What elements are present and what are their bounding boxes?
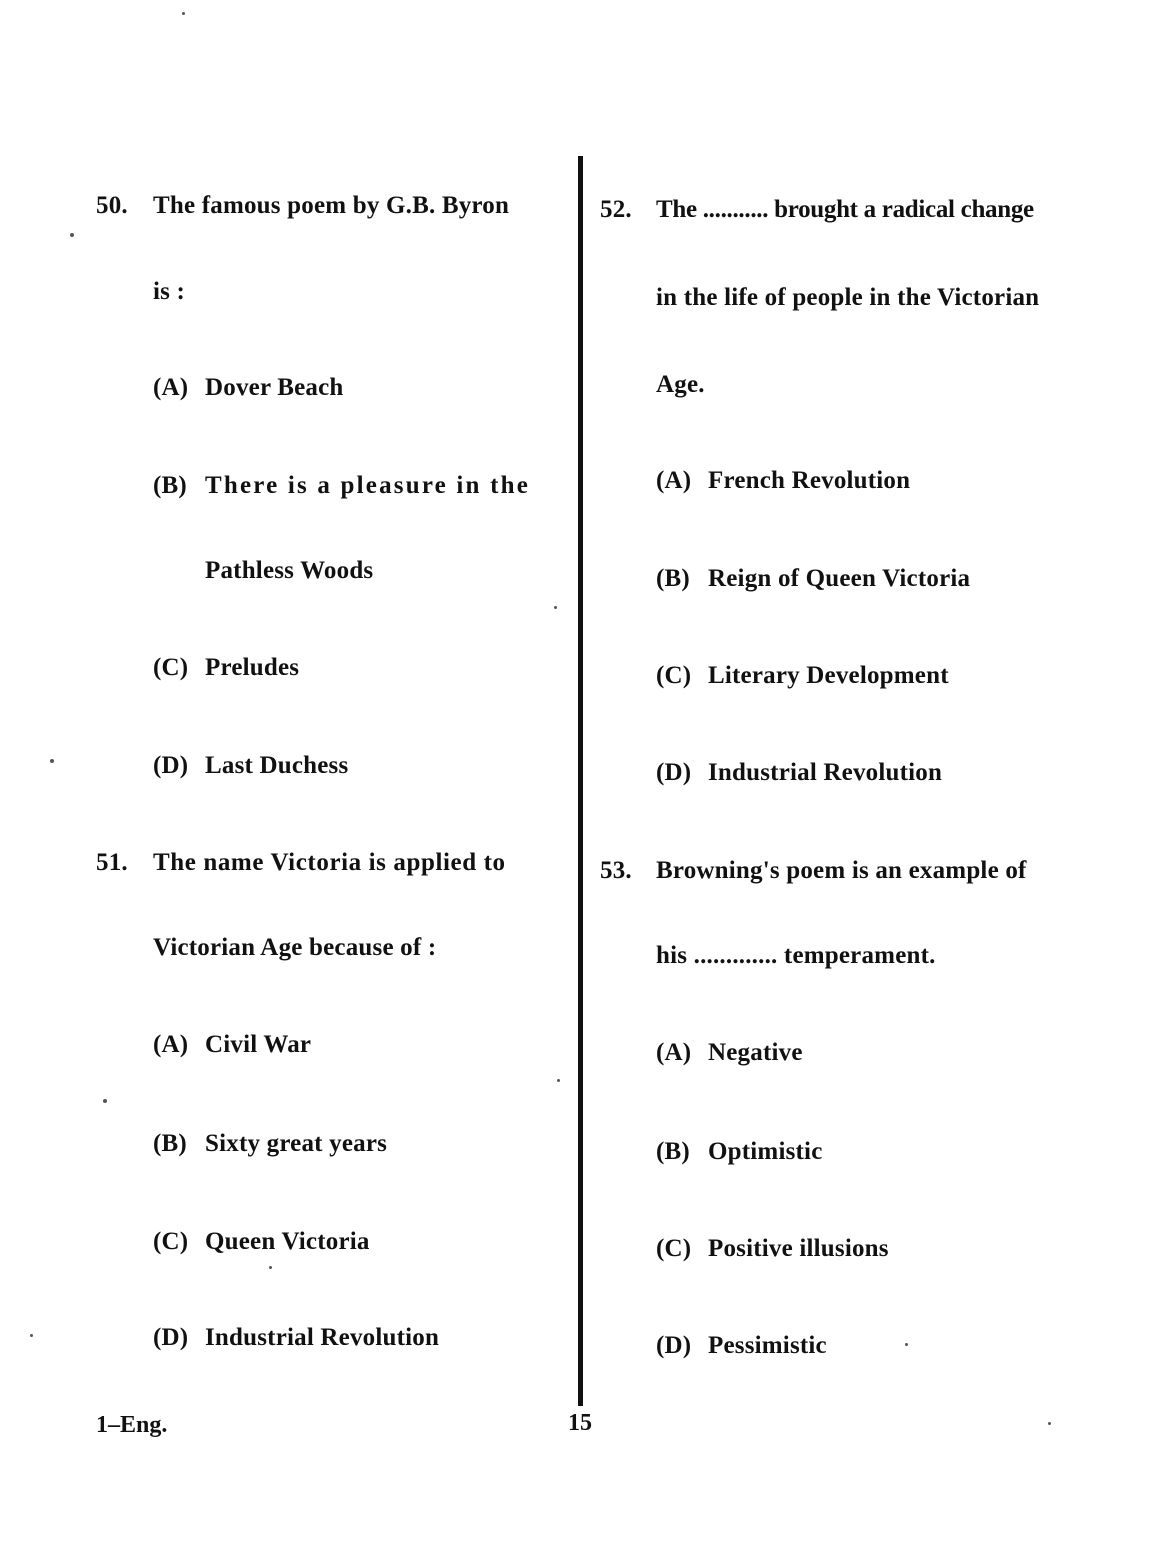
option-text: Reign of Queen Victoria (708, 565, 971, 592)
scan-speck (103, 1099, 107, 1103)
question-stem-line: The name Victoria is applied to (153, 849, 506, 876)
scan-speck (30, 1334, 33, 1337)
option-letter: (B) (656, 1138, 690, 1165)
question-stem-line: The famous poem by G.B. Byron (153, 192, 510, 219)
question-stem-line: The ........... brought a radical change (656, 196, 1034, 223)
option-text: Last Duchess (205, 752, 349, 779)
option-text: Queen Victoria (205, 1228, 370, 1255)
option-letter: (C) (153, 1228, 189, 1255)
question-stem-line: Victorian Age because of : (153, 934, 437, 961)
option-text: Optimistic (708, 1138, 823, 1165)
page-number: 15 (568, 1410, 592, 1436)
option-letter: (C) (656, 1235, 692, 1262)
option-text: Pessimistic (708, 1332, 827, 1359)
column-divider (578, 156, 583, 1406)
option-text: There is a pleasure in the (205, 472, 531, 499)
option-text: Pathless Woods (205, 557, 374, 584)
option-text: French Revolution (708, 467, 911, 494)
option-text: Civil War (205, 1031, 312, 1058)
option-text: Sixty great years (205, 1130, 388, 1157)
question-stem-line: Age. (656, 371, 705, 398)
scan-speck (182, 12, 185, 15)
option-letter: (B) (153, 472, 187, 499)
option-letter: (C) (656, 662, 692, 689)
scan-speck (1048, 1422, 1051, 1425)
option-text: Industrial Revolution (205, 1324, 440, 1351)
option-letter: (D) (656, 759, 692, 786)
option-text: Positive illusions (708, 1235, 889, 1262)
question-number: 50. (96, 192, 128, 219)
option-letter: (A) (656, 467, 692, 494)
question-number: 51. (96, 849, 128, 876)
option-letter: (A) (656, 1039, 692, 1066)
question-number: 53. (600, 857, 632, 884)
option-letter: (B) (656, 565, 690, 592)
scan-speck (557, 1079, 560, 1082)
scan-speck (70, 233, 74, 237)
paper-code: 1–Eng. (96, 1412, 168, 1438)
question-stem-line: in the life of people in the Victorian (656, 284, 1040, 311)
option-letter: (B) (153, 1130, 187, 1157)
question-stem-line: his ............. temperament. (656, 942, 936, 969)
question-stem-line: is : (153, 278, 186, 305)
scan-speck (50, 759, 54, 763)
option-letter: (D) (153, 752, 189, 779)
option-text: Industrial Revolution (708, 759, 943, 786)
scan-speck (905, 1343, 908, 1346)
scan-speck (554, 606, 557, 609)
option-text: Negative (708, 1039, 803, 1066)
option-letter: (C) (153, 654, 189, 681)
option-text: Literary Development (708, 662, 949, 689)
option-letter: (A) (153, 1031, 189, 1058)
scan-speck (269, 1266, 272, 1269)
option-text: Preludes (205, 654, 300, 681)
question-number: 52. (600, 196, 632, 223)
option-text: Dover Beach (205, 374, 344, 401)
option-letter: (A) (153, 374, 189, 401)
option-letter: (D) (153, 1324, 189, 1351)
option-letter: (D) (656, 1332, 692, 1359)
question-stem-line: Browning's poem is an example of (656, 857, 1027, 884)
